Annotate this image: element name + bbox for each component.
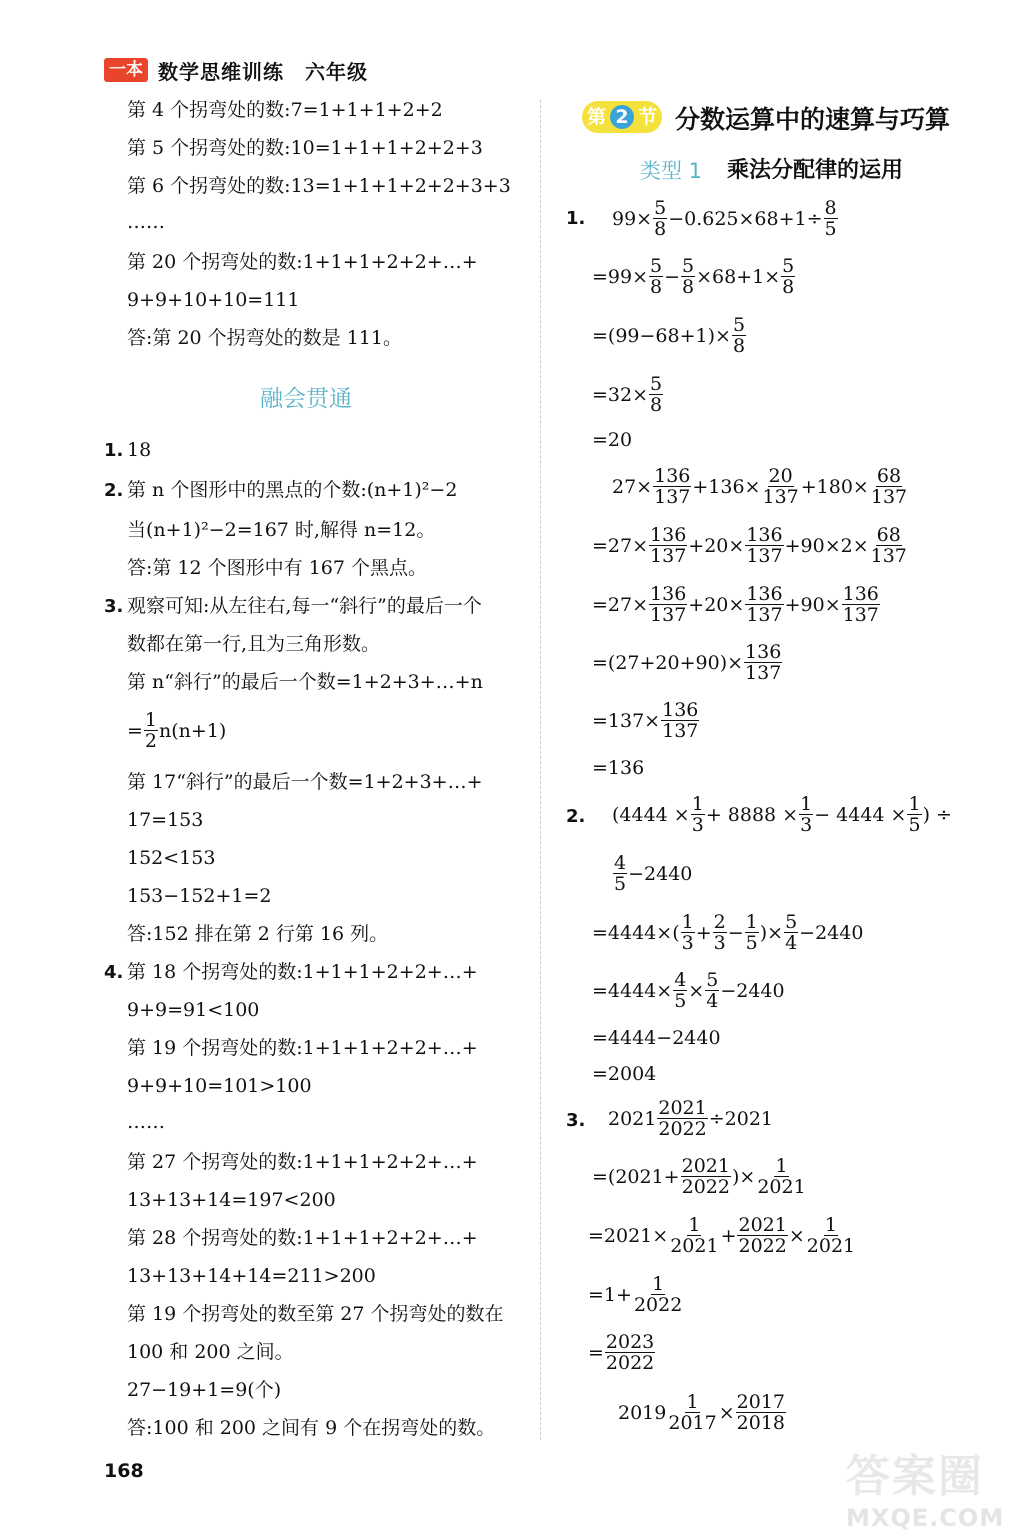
equation-line: =4444× $\frac{4}{5}$ × $\frac{5}{4}$ −2440	[592, 969, 785, 1012]
item-number: 2.	[104, 480, 124, 501]
text-line: ……	[127, 211, 165, 233]
text-line: 9+9+10=101>100	[127, 1075, 312, 1097]
equation-line: 27× $\frac{136}{137}$ +136× $\frac{20}{137}$ +180× $\frac{68}{137}$	[612, 465, 908, 508]
equation-line: 4 5 −2440	[614, 852, 693, 895]
equation-line: =(2021+ $\frac{2021}{2022}$ )× $\frac{1}{2021}$	[592, 1155, 806, 1198]
item-number: 3.	[104, 596, 124, 617]
equation-line: (4444 × $\frac{1}{3}$ + 8888 × $\frac{1}{3}$ − 4444 × $\frac{1}{5}$ ) ÷	[612, 793, 952, 836]
equation-line: =4444×( 1 3 + $\frac{2}{3}$ − $\frac{1}{5}$ )× $\frac{5}{4}$ −2440	[592, 911, 864, 954]
text-line: 第 n 个图形中的黑点的个数:(n+1)²−2	[127, 479, 458, 501]
equation-line: =2021× $\frac{1}{2021}$ + $\frac{2021}{2022}$ × $\frac{1}{2021}$	[588, 1214, 856, 1257]
fraction: $\frac{1}{2}$	[144, 709, 158, 752]
text-line: ……	[127, 1111, 165, 1133]
text-line: 答:152 排在第 2 行第 16 列。	[127, 923, 389, 945]
text-line: 数都在第一行,且为三角形数。	[127, 633, 381, 655]
text-line: 答:100 和 200 之间有 9 个在拐弯处的数。	[127, 1417, 496, 1439]
text-line: 第 27 个拐弯处的数:1+1+1+2+2+…+	[127, 1151, 478, 1173]
equation-line: =137× $\frac{136}{137}$	[592, 699, 699, 742]
text-line: 17=153	[127, 809, 204, 831]
text-line: 9+9=91<100	[127, 999, 260, 1021]
watermark-url: MXQE.COM	[846, 1504, 1005, 1532]
item-number: 1.	[104, 440, 124, 461]
question-number: 3.	[566, 1110, 586, 1131]
section-title: 融会贯通	[260, 386, 352, 412]
book-title: 数学思维训练 六年级	[158, 60, 368, 84]
equation-line: =4444−2440	[592, 1027, 721, 1049]
text-line: 观察可知:从左往右,每一“斜行”的最后一个	[127, 595, 482, 617]
text-line: 当(n+1)²−2=167 时,解得 n=12。	[127, 519, 436, 541]
column-divider	[540, 100, 541, 1440]
type-title: 乘法分配律的运用	[727, 158, 904, 183]
section-heading: 分数运算中的速算与巧算	[675, 105, 951, 134]
page-number: 168	[104, 1460, 144, 1482]
equation-line: =27× $\frac{136}{137}$ +20× $\frac{136}{137}$ +90×2× $\frac{68}{137}$	[592, 524, 907, 567]
equation-line: =(27+20+90)× $\frac{136}{137}$	[592, 641, 782, 684]
text-line: 第 20 个拐弯处的数:1+1+1+2+2+…+	[127, 251, 478, 273]
question-number: 1.	[566, 208, 586, 229]
type-label: 类型 1	[640, 159, 703, 183]
text-line: 答:第 20 个拐弯处的数是 111。	[127, 327, 402, 349]
watermark-logo-text: 答案圈	[846, 1451, 984, 1502]
text-line: 13+13+14+14=211>200	[127, 1265, 376, 1287]
text-line: 152<153	[127, 847, 216, 869]
question-number: 2.	[566, 806, 586, 827]
equation-line: 2019 $\frac{1}{2017}$ × $\frac{2017}{2018}$	[618, 1391, 785, 1434]
equation-line: =27× $\frac{136}{137}$ +20× $\frac{136}{137}$ +90× $\frac{136}{137}$	[592, 583, 879, 626]
equation-line: =1+ $\frac{1}{2022}$	[588, 1273, 683, 1316]
text-line: 第 4 个拐弯处的数:7=1+1+1+2+2	[127, 99, 443, 121]
item-number: 4.	[104, 962, 124, 983]
equation-line: =20	[592, 429, 633, 451]
equation-line: =136	[592, 757, 645, 779]
text-line: 13+13+14=197<200	[127, 1189, 336, 1211]
text-line: 153−152+1=2	[127, 885, 272, 907]
section-badge: 第 2 节	[582, 101, 662, 133]
text-line: 第 28 个拐弯处的数:1+1+1+2+2+…+	[127, 1227, 478, 1249]
text-line: 第 19 个拐弯处的数:1+1+1+2+2+…+	[127, 1037, 478, 1059]
text-line: 100 和 200 之间。	[127, 1341, 294, 1363]
equation-line: =32× $\frac{5}{8}$	[592, 373, 663, 416]
text-line: 第 6 个拐弯处的数:13=1+1+1+2+2+3+3	[127, 175, 511, 197]
text-line: 第 19 个拐弯处的数至第 27 个拐弯处的数在	[127, 1303, 504, 1325]
equation-line: =(99−68+1)× $\frac{5}{8}$	[592, 314, 746, 357]
equation-line: = $\frac{2023}{2022}$	[588, 1331, 655, 1374]
text-line: 9+9+10+10=111	[127, 289, 300, 311]
text-line: 第 18 个拐弯处的数:1+1+1+2+2+…+	[127, 961, 478, 983]
equation-line: 2021 $\frac{2021}{2022}$ ÷2021	[608, 1097, 773, 1140]
equation-line: = $\frac{1}{2}$ n(n+1)	[127, 709, 227, 752]
text-line: 第 17“斜行”的最后一个数=1+2+3+…+	[127, 771, 483, 793]
equation-line: =99× $\frac{5}{8}$ − $\frac{5}{8}$ ×68+1× $\frac{5}{8}$	[592, 255, 795, 298]
text-line: 27−19+1=9(个)	[127, 1379, 282, 1401]
equation-line: =2004	[592, 1063, 657, 1085]
watermark	[846, 1440, 1016, 1530]
text-line: 18	[127, 439, 152, 461]
text-line: 答:第 12 个图形中有 167 个黑点。	[127, 557, 428, 579]
equation-line: 99× $\frac{5}{8}$ −0.625×68+1÷ $\frac{8}{5}$	[612, 197, 837, 240]
brand-logo: 一本	[104, 58, 148, 82]
text-line: 第 5 个拐弯处的数:10=1+1+1+2+2+3	[127, 137, 483, 159]
text-line: 第 n“斜行”的最后一个数=1+2+3+…+n	[127, 671, 483, 693]
